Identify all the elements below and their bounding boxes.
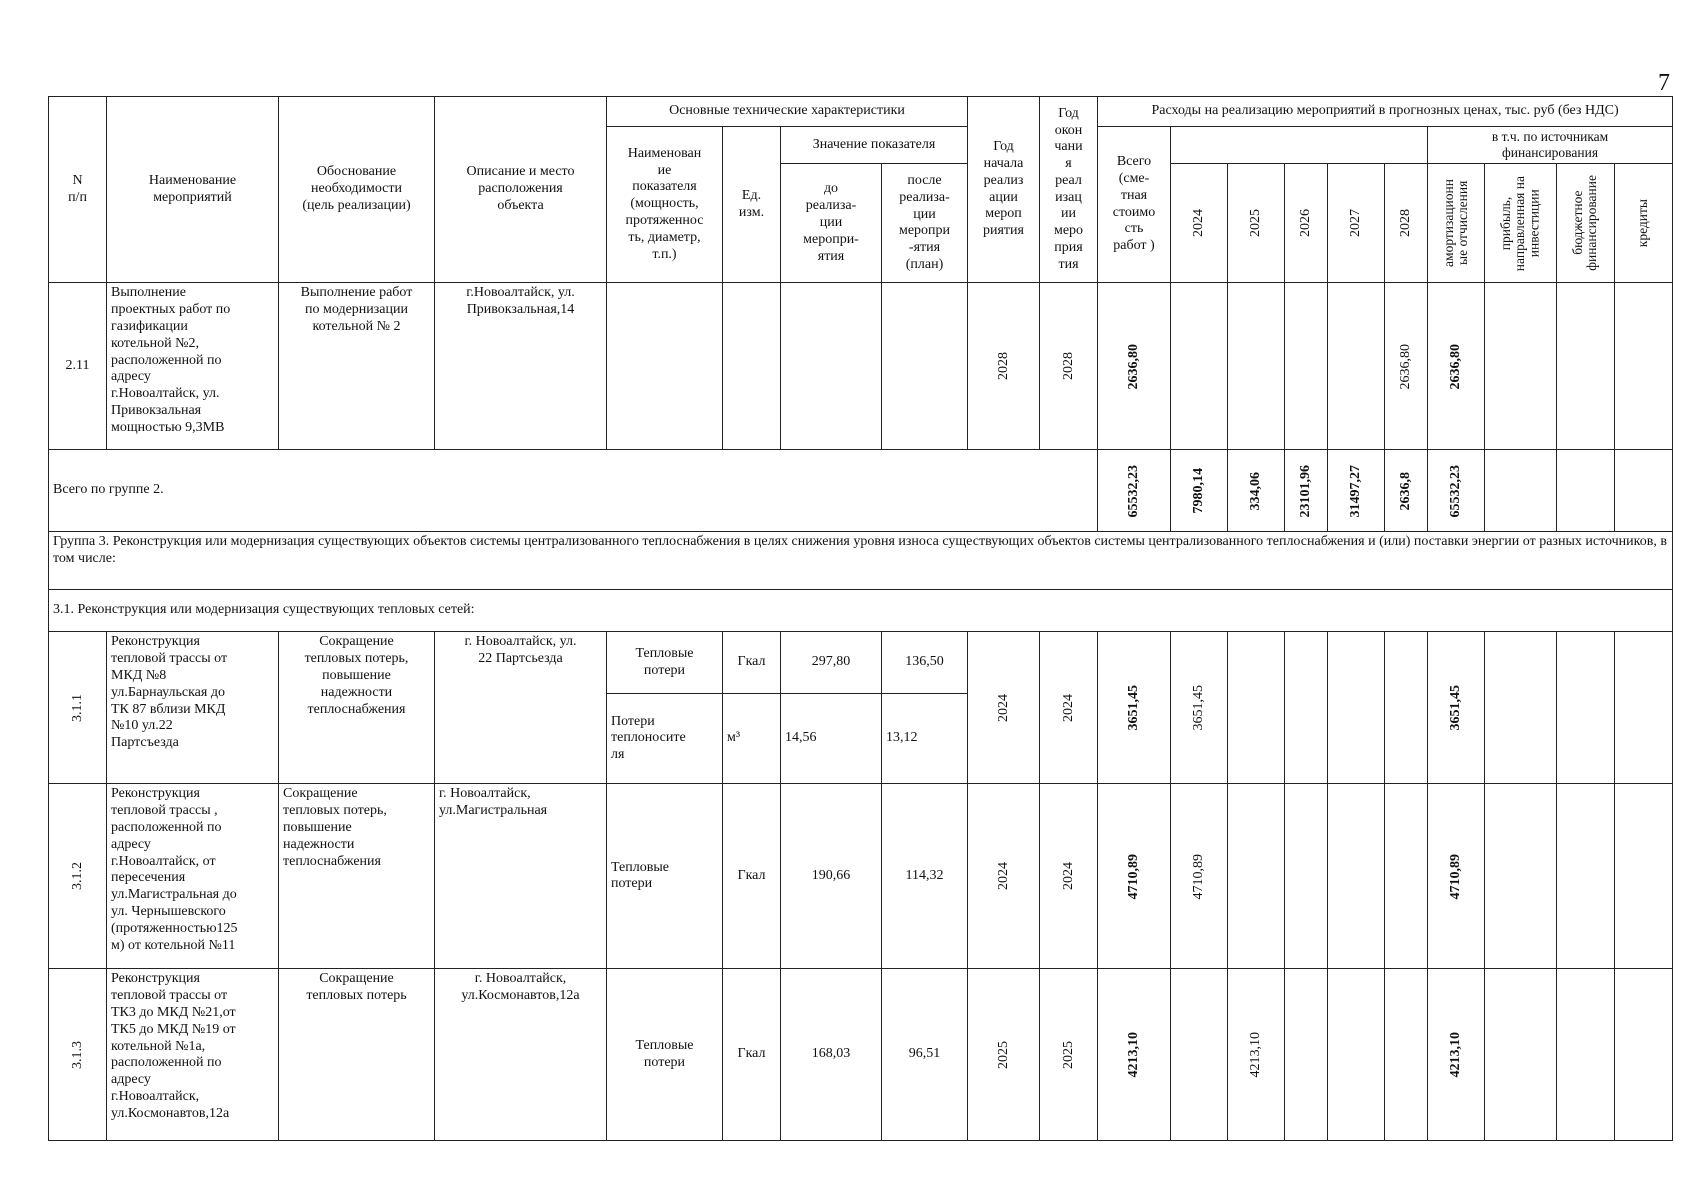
row-3-1-2-budget (1557, 784, 1615, 969)
row-3-1-3-name: Реконструкция тепловой трассы от ТК3 до МКД №21,от ТК5 до МКД №19 от котельной №1а, расположенной по адресу г.Новоалтайск, ул.Космонавтов,12а (107, 969, 279, 1141)
row-3-1-2-amort (1428, 784, 1485, 969)
header-value-before: до реализа- ции меропри- ятия (781, 164, 882, 283)
row-3-1-2-2024 (1171, 784, 1228, 969)
row-2-11-2026 (1285, 283, 1328, 450)
row-2-11-indicator (607, 283, 723, 450)
row-3-1-1-2025 (1228, 632, 1285, 784)
row-3-1-3-ind-before: 168,03 (781, 969, 882, 1141)
header-indicator-name: Наименован ие показателя (мощность, протяженнос ть, диаметр, т.п.) (607, 127, 723, 283)
row-3-1-1-ind1-name: Тепловые потери (607, 632, 723, 694)
header-value-group: Значение показателя (781, 127, 968, 164)
header-source-profit (1485, 164, 1557, 283)
header-source-amort (1428, 164, 1485, 283)
row-2-11-num: 2.11 (49, 283, 107, 450)
row-3-1-2-ind-after: 114,32 (882, 784, 968, 969)
group3-title: Группа 3. Реконструкция или модернизация существующих объектов системы централизованного теплоснабжения в целях снижения уровня износа существующих объектов системы централизованного теплоснабжения и (или) поставки энергии от разных источников, в том числе: (49, 532, 1673, 590)
row-3-1-3-2025-text: 4213,10 (1248, 1032, 1264, 1078)
group2-total-amort-text: 65532,23 (1448, 464, 1464, 518)
group2-total-2024 (1171, 450, 1228, 532)
table-row-group3-title (49, 532, 1673, 590)
row-3-1-3-total-text: 4213,10 (1126, 1032, 1142, 1078)
row-3-1-1-2027 (1328, 632, 1385, 784)
row-3-1-2-name: Реконструкция тепловой трассы , расположенной по адресу г.Новоалтайск, от пересечения ул.Магистральная до ул. Чернышевского (протяженностью125 м) от котельной №11 (107, 784, 279, 969)
row-3-1-1-num-text: 3.1.1 (69, 693, 85, 722)
table-row-group2-total (49, 450, 1673, 532)
row-3-1-2-2027 (1328, 784, 1385, 969)
row-3-1-1-year-end-text: 2024 (1060, 693, 1076, 722)
header-year-2025 (1228, 164, 1285, 283)
row-3-1-3-amort (1428, 969, 1485, 1141)
table-row-2-11 (49, 283, 1673, 450)
header-unit: Ед. изм. (723, 127, 781, 283)
header-costs-group: Расходы на реализацию мероприятий в прогнозных ценах, тыс. руб (без НДС) (1098, 97, 1673, 127)
header-year-2027 (1328, 164, 1385, 283)
row-3-1-2-year-start-text: 2024 (995, 862, 1011, 891)
row-3-1-3-year-start-text: 2025 (995, 1040, 1011, 1069)
header-year-2027-text: 2027 (1348, 209, 1364, 238)
group2-total-2028 (1385, 450, 1428, 532)
row-3-1-1-amort-text: 3651,45 (1448, 685, 1464, 731)
group2-total-2025 (1228, 450, 1285, 532)
row-3-1-2-justification: Сокращение тепловых потерь, повышение надежности теплоснабжения (279, 784, 435, 969)
table-row-3-1-2 (49, 784, 1673, 969)
header-source-credits-text: кредиты (1635, 199, 1651, 248)
row-3-1-3-credits (1615, 969, 1673, 1141)
row-3-1-3-profit (1485, 969, 1557, 1141)
row-3-1-1-ind1-after: 136,50 (882, 632, 968, 694)
row-3-1-1-justification: Сокращение тепловых потерь, повышение надежности теплоснабжения (279, 632, 435, 784)
row-2-11-year-end-text: 2028 (1060, 352, 1076, 381)
row-3-1-3-ind-after: 96,51 (882, 969, 968, 1141)
row-3-1-1-2026 (1285, 632, 1328, 784)
row-2-11-2028 (1385, 283, 1428, 450)
row-3-1-3-amort-text: 4213,10 (1448, 1032, 1464, 1078)
row-2-11-justification: Выполнение работ по модернизации котельной № 2 (279, 283, 435, 450)
row-2-11-name: Выполнение проектных работ по газификации котельной №2, расположенной по адресу г.Новоалтайск, ул. Привокзальная мощностью 9,3МВ (107, 283, 279, 450)
row-2-11-after (882, 283, 968, 450)
row-3-1-3-justification: Сокращение тепловых потерь (279, 969, 435, 1141)
header-tech-group: Основные технические характеристики (607, 97, 968, 127)
group2-total-2026 (1285, 450, 1328, 532)
row-3-1-1-ind2-before: 14,56 (781, 694, 882, 784)
row-3-1-3-year-end-text: 2025 (1060, 1040, 1076, 1069)
header-value-after: после реализа- ции меропри -ятия (план) (882, 164, 968, 283)
header-year-2026-text: 2026 (1298, 209, 1314, 238)
row-3-1-2-2026 (1285, 784, 1328, 969)
row-3-1-2-profit (1485, 784, 1557, 969)
row-3-1-3-2025 (1228, 969, 1285, 1141)
group2-total-sum (1098, 450, 1171, 532)
row-3-1-3-year-end (1040, 969, 1098, 1141)
header-source-budget-text: бюджетное финансирование (1570, 175, 1600, 272)
row-2-11-budget (1557, 283, 1615, 450)
header-year-2028 (1385, 164, 1428, 283)
row-3-1-2-year-start (968, 784, 1040, 969)
row-3-1-1-ind2-unit: м³ (723, 694, 781, 784)
row-3-1-2-credits (1615, 784, 1673, 969)
table-row-group31-title (49, 590, 1673, 632)
row-3-1-3-num (49, 969, 107, 1141)
header-year-2025-text: 2025 (1248, 209, 1264, 238)
page-number: 7 (1658, 70, 1670, 96)
header-sources-group: в т.ч. по источникам финансирования (1428, 127, 1673, 164)
table-row-3-1-3 (49, 969, 1673, 1141)
row-3-1-2-ind-unit: Гкал (723, 784, 781, 969)
row-2-11-before (781, 283, 882, 450)
row-3-1-1-credits (1615, 632, 1673, 784)
header-year-2024-text: 2024 (1191, 209, 1207, 238)
header-justification: Обоснование необходимости (цель реализации) (279, 97, 435, 283)
row-3-1-1-num (49, 632, 107, 784)
investment-program-table (48, 96, 1673, 1141)
row-3-1-1-location: г. Новоалтайск, ул. 22 Партсьезда (435, 632, 607, 784)
row-3-1-2-2025 (1228, 784, 1285, 969)
row-3-1-2-2024-text: 4710,89 (1191, 853, 1207, 900)
row-3-1-1-profit (1485, 632, 1557, 784)
header-location: Описание и место расположения объекта (435, 97, 607, 283)
row-2-11-2028-text: 2636,80 (1398, 343, 1414, 390)
group2-total-2027-text: 31497,27 (1348, 464, 1364, 518)
header-name: Наименование мероприятий (107, 97, 279, 283)
row-3-1-2-amort-text: 4710,89 (1448, 853, 1464, 900)
row-3-1-1-year-end (1040, 632, 1098, 784)
row-2-11-2024 (1171, 283, 1228, 450)
row-2-11-profit (1485, 283, 1557, 450)
group2-total-profit (1485, 450, 1557, 532)
row-3-1-1-amort (1428, 632, 1485, 784)
row-3-1-3-ind-unit: Гкал (723, 969, 781, 1141)
row-2-11-amort (1428, 283, 1485, 450)
row-3-1-3-total (1098, 969, 1171, 1141)
row-3-1-1-year-start-text: 2024 (995, 693, 1011, 722)
table-row-3-1-1 (49, 632, 1673, 694)
group2-total-2025-text: 334,06 (1248, 471, 1264, 511)
row-3-1-3-2028 (1385, 969, 1428, 1141)
row-3-1-2-num (49, 784, 107, 969)
row-3-1-1-ind1-unit: Гкал (723, 632, 781, 694)
row-3-1-3-2024 (1171, 969, 1228, 1141)
row-3-1-2-ind-name: Тепловые потери (607, 784, 723, 969)
header-year-2028-text: 2028 (1398, 209, 1414, 238)
row-2-11-total-text: 2636,80 (1126, 343, 1142, 390)
row-3-1-3-location: г. Новоалтайск, ул.Космонавтов,12а (435, 969, 607, 1141)
header-source-amort-text: амортизационн ые отчисления (1440, 179, 1470, 268)
row-3-1-2-year-end (1040, 784, 1098, 969)
header-num: N п/п (49, 97, 107, 283)
row-2-11-year-start (968, 283, 1040, 450)
row-2-11-amort-text: 2636,80 (1448, 343, 1464, 390)
row-2-11-year-start-text: 2028 (995, 352, 1011, 381)
header-total-cost: Всего (сме- тная стоимо сть работ ) (1098, 127, 1171, 283)
header-years-blank (1171, 127, 1428, 164)
header-year-2026 (1285, 164, 1328, 283)
group2-total-amort (1428, 450, 1485, 532)
group31-title: 3.1. Реконструкция или модернизация существующих тепловых сетей: (49, 590, 1673, 632)
row-2-11-2027 (1328, 283, 1385, 450)
row-3-1-1-name: Реконструкция тепловой трассы от МКД №8 ул.Барнаульская до ТК 87 вблизи МКД №10 ул.22 Партсъезда (107, 632, 279, 784)
group2-total-label: Всего по группе 2. (49, 450, 1098, 532)
row-2-11-unit (723, 283, 781, 450)
row-3-1-2-2028 (1385, 784, 1428, 969)
row-3-1-2-ind-before: 190,66 (781, 784, 882, 969)
row-3-1-1-ind1-before: 297,80 (781, 632, 882, 694)
row-3-1-3-budget (1557, 969, 1615, 1141)
group2-total-2028-text: 2636,8 (1398, 471, 1414, 511)
row-3-1-1-2028 (1385, 632, 1428, 784)
group2-total-2026-text: 23101,96 (1298, 464, 1314, 518)
header-source-budget (1557, 164, 1615, 283)
row-3-1-1-year-start (968, 632, 1040, 784)
group2-total-2027 (1328, 450, 1385, 532)
row-3-1-1-budget (1557, 632, 1615, 784)
row-3-1-2-num-text: 3.1.2 (69, 862, 85, 891)
row-3-1-1-total (1098, 632, 1171, 784)
row-3-1-3-ind-name: Тепловые потери (607, 969, 723, 1141)
row-2-11-2025 (1228, 283, 1285, 450)
group2-total-budget (1557, 450, 1615, 532)
row-3-1-2-location: г. Новоалтайск, ул.Магистральная (435, 784, 607, 969)
header-source-credits (1615, 164, 1673, 283)
row-3-1-3-2027 (1328, 969, 1385, 1141)
header-source-profit-text: прибыль, направленная на инвестиции (1498, 175, 1542, 271)
group2-total-2024-text: 7980,14 (1191, 468, 1207, 514)
row-3-1-2-year-end-text: 2024 (1060, 862, 1076, 891)
row-3-1-1-2024 (1171, 632, 1228, 784)
row-3-1-3-num-text: 3.1.3 (69, 1040, 85, 1069)
row-2-11-credits (1615, 283, 1673, 450)
header-row-1 (49, 97, 1673, 127)
row-3-1-2-total (1098, 784, 1171, 969)
header-year-2024 (1171, 164, 1228, 283)
group2-total-credits (1615, 450, 1673, 532)
row-3-1-1-ind2-name: Потери теплоносите ля (607, 694, 723, 784)
header-year-start: Год начала реализ ации мероп риятия (968, 97, 1040, 283)
row-3-1-2-total-text: 4710,89 (1126, 853, 1142, 900)
row-3-1-1-ind2-after: 13,12 (882, 694, 968, 784)
row-3-1-3-2026 (1285, 969, 1328, 1141)
row-3-1-1-2024-text: 3651,45 (1191, 685, 1207, 731)
row-2-11-year-end (1040, 283, 1098, 450)
header-year-end: Год окон чани я реал изац ии меро прия тия (1040, 97, 1098, 283)
row-2-11-total (1098, 283, 1171, 450)
group2-total-sum-text: 65532,23 (1126, 464, 1142, 518)
row-3-1-1-total-text: 3651,45 (1126, 685, 1142, 731)
row-2-11-location: г.Новоалтайск, ул. Привокзальная,14 (435, 283, 607, 450)
row-3-1-3-year-start (968, 969, 1040, 1141)
